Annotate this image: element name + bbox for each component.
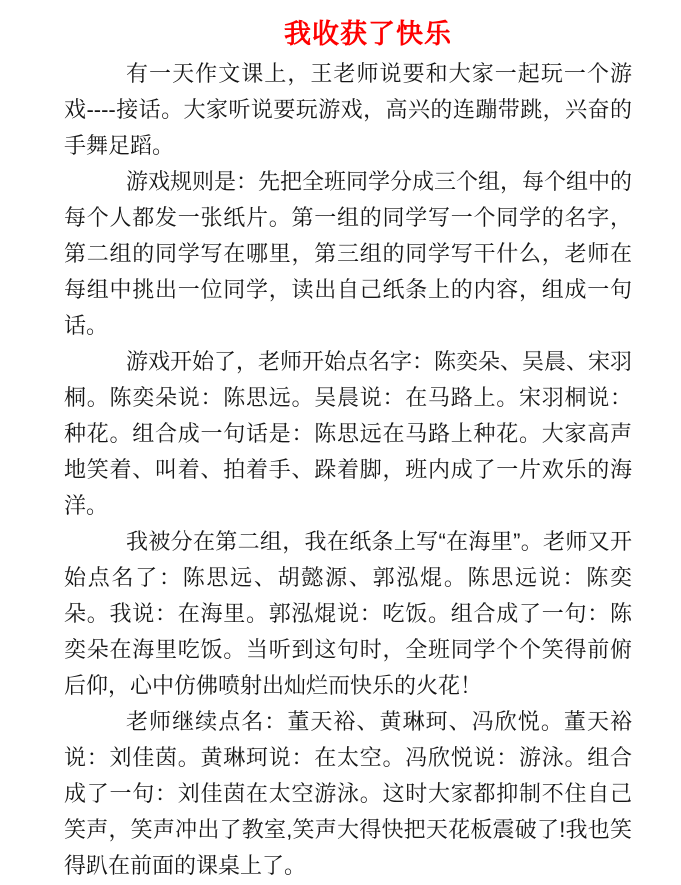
paragraph-round-2: 我被分在第二组，我在纸条上写“在海里”。老师又开始点名了：陈思远、胡懿源、郭泓焜。陈思远说：陈奕朵。我说：在海里。郭泓焜说：吃饭。组合成了一句：陈奕朵在海里吃饭。当听到这句时，全班同学个个笑得前俯后仰，心中仿佛喷射出灿烂而快乐的火花！ [64,529,632,698]
document-title: 我收获了快乐 [284,19,452,49]
paragraph-intro: 有一天作文课上，王老师说要和大家一起玩一个游戏----接话。大家听说要玩游戏，高兴的连蹦带跳，兴奋的手舞足蹈。 [64,61,632,158]
document-body [64,56,632,884]
paragraph-round-1: 游戏开始了，老师开始点名字：陈奕朵、吴晨、宋羽桐。陈奕朵说：陈思远。吴晨说：在马路上。宋羽桐说：种花。组合成一句话是：陈思远在马路上种花。大家高声地笑着、叫着、拍着手、跺着脚，班内成了一片欢乐的海洋。 [64,349,633,518]
paragraph-game-rules: 游戏规则是：先把全班同学分成三个组，每个组中的每个人都发一张纸片。第一组的同学写一个同学的名字，第二组的同学写在哪里，第三组的同学写干什么，老师在每组中挑出一位同学，读出自己纸条上的内容，组成一句话。 [64,169,633,338]
paragraph-round-3: 老师继续点名：董天裕、黄琳珂、冯欣悦。董天裕说：刘佳茵。黄琳珂说：在太空。冯欣悦说：游泳。组合成了一句：刘佳茵在太空游泳。这时大家都抑制不住自己笑声，笑声冲出了教室,笑声大得快把天花板震破了!我也笑得趴在前面的课桌上了。 [64,709,632,878]
